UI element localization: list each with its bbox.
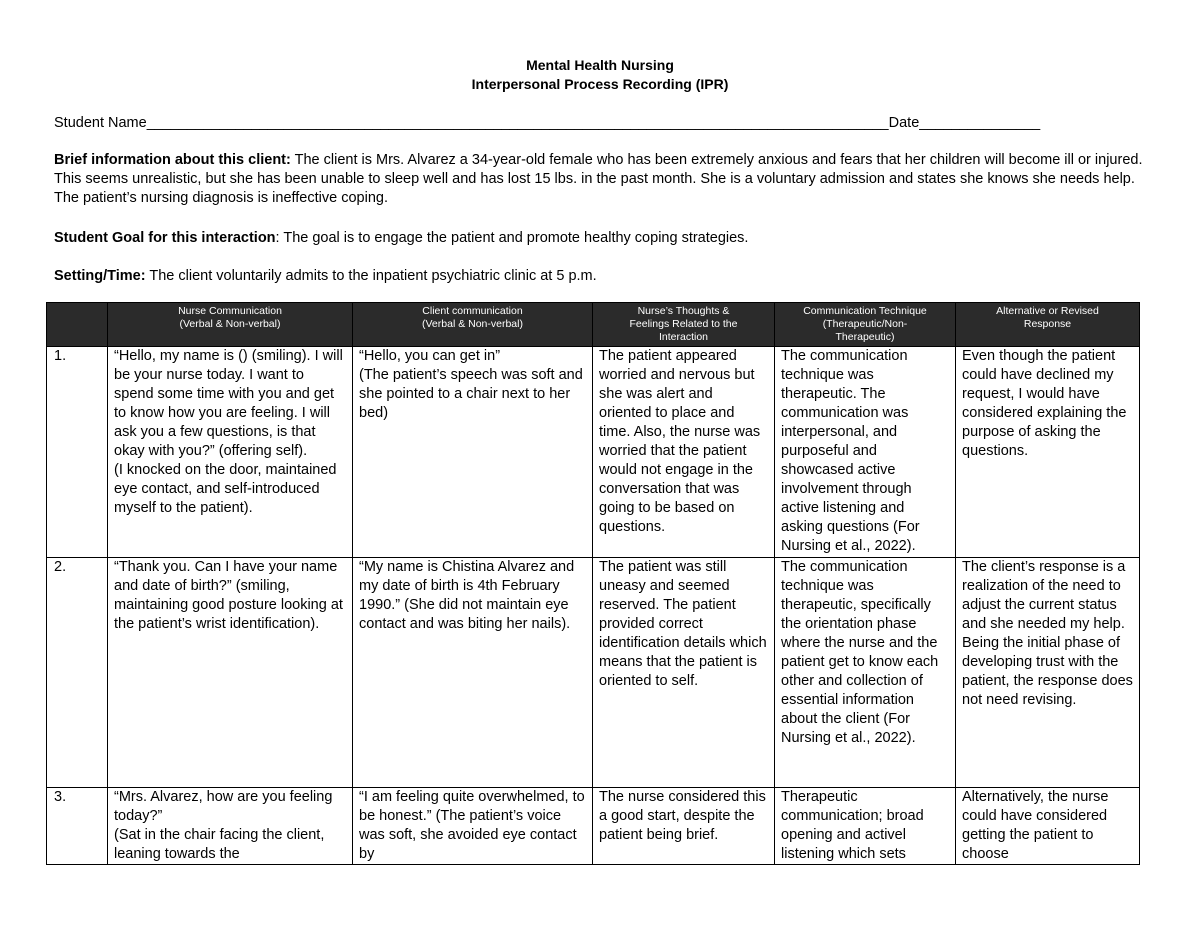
header-alternative-response: Alternative or Revised Response [956,303,1140,347]
alternative-cell: Even though the patient could have declined my request, I would have considered explaining the purpose of asking the questions. [956,347,1140,558]
alternative-cell: Alternatively, the nurse could have considered getting the patient to choose [956,788,1140,865]
setting-text: The client voluntarily admits to the inpatient psychiatric clinic at 5 p.m. [149,268,597,284]
student-name-line [54,114,1144,133]
nurse-thoughts-cell: The patient appeared worried and nervous but she was alert and oriented to place and time. Also, the nurse was worried that the patient would not engage in the conversation that was going to be based on questions. [593,347,775,558]
alternative-cell: The client’s response is a realization of the need to adjust the current status and she needed my help. Being the initial phase of developing trust with the patient, the response does not need revising. [956,558,1140,788]
row-number: 2. [47,558,108,788]
client-communication-cell: “My name is Chistina Alvarez and my date of birth is 4th February 1990.” (She did not maintain eye contact and was biting her nails). [353,558,593,788]
client-communication-cell: “Hello, you can get in” (The patient’s speech was soft and she pointed to a chair next to her bed) [353,347,593,558]
nurse-communication-cell: “Mrs. Alvarez, how are you feeling today?” (Sat in the chair facing the client, leaning towards the [108,788,353,865]
page-title: Mental Health Nursing [526,57,674,73]
header-communication-technique: Communication Technique (Therapeutic/Non- Therapeutic) [775,303,956,347]
page-subtitle: Interpersonal Process Recording (IPR) [471,76,729,92]
nurse-communication-cell: “Thank you. Can I have your name and date of birth?” (smiling, maintaining good posture looking at the patient’s wrist identification). [108,558,353,788]
goal-label: Student Goal for this interaction [54,230,276,246]
ipr-table [46,302,1140,865]
header-nurse-thoughts: Nurse’s Thoughts & Feelings Related to the Interaction [593,303,775,347]
table-row [47,558,1140,788]
brief-label: Brief information about this client: [54,152,291,168]
client-communication-cell: “I am feeling quite overwhelmed, to be honest.” (The patient’s voice was soft, she avoided eye contact by [353,788,593,865]
table-row [47,788,1140,865]
header-number [47,303,108,347]
student-name-blank: ____________________________________________________________________________________________ [146,115,889,131]
brief-text: The client is Mrs. Alvarez a 34-year-old female who has been extremely anxious and fears that her children will become ill or injured. This seems unrealistic, but she has been unable to sleep well and has lost 15 lbs. in the past month. She is a voluntary admission and states she knows she needs help. The patient’s nursing diagnosis is ineffective coping. [54,152,1143,206]
date-blank: _______________ [919,115,1041,131]
student-name-label: Student Name [54,115,147,131]
setting-label: Setting/Time: [54,268,146,284]
technique-cell: The communication technique was therapeutic. The communication was interpersonal, and purposeful and showcased active involvement through active listening and asking questions (For Nursing et al., 2022). [775,347,956,558]
nurse-communication-cell: “Hello, my name is () (smiling). I will be your nurse today. I want to spend some time with you and get to know how you are feeling. I will ask you a few questions, is that okay with you?” (offering self). (I knocked on the door, maintained eye contact, and self-introduced myself to the patient). [108,347,353,558]
header-nurse-communication: Nurse Communication (Verbal & Non-verbal) [108,303,353,347]
technique-cell: The communication technique was therapeutic, specifically the orientation phase where the nurse and the patient get to know each other and collection of essential information about the client (For Nursing et al., 2022). [775,558,956,788]
row-number: 1. [47,347,108,558]
nurse-thoughts-cell: The nurse considered this a good start, despite the patient being brief. [593,788,775,865]
table-header-row [47,303,1140,347]
goal-text: : The goal is to engage the patient and promote healthy coping strategies. [275,230,749,246]
table-row [47,347,1140,558]
brief-information [54,151,1144,208]
setting-time [54,267,1144,286]
technique-cell: Therapeutic communication; broad opening and activel listening which sets [775,788,956,865]
header-client-communication: Client communication (Verbal & Non-verbal) [353,303,593,347]
nurse-thoughts-cell: The patient was still uneasy and seemed reserved. The patient provided correct identification details which means that the patient is oriented to self. [593,558,775,788]
student-goal [54,229,1144,248]
row-number: 3. [47,788,108,865]
date-label: Date [888,115,920,131]
